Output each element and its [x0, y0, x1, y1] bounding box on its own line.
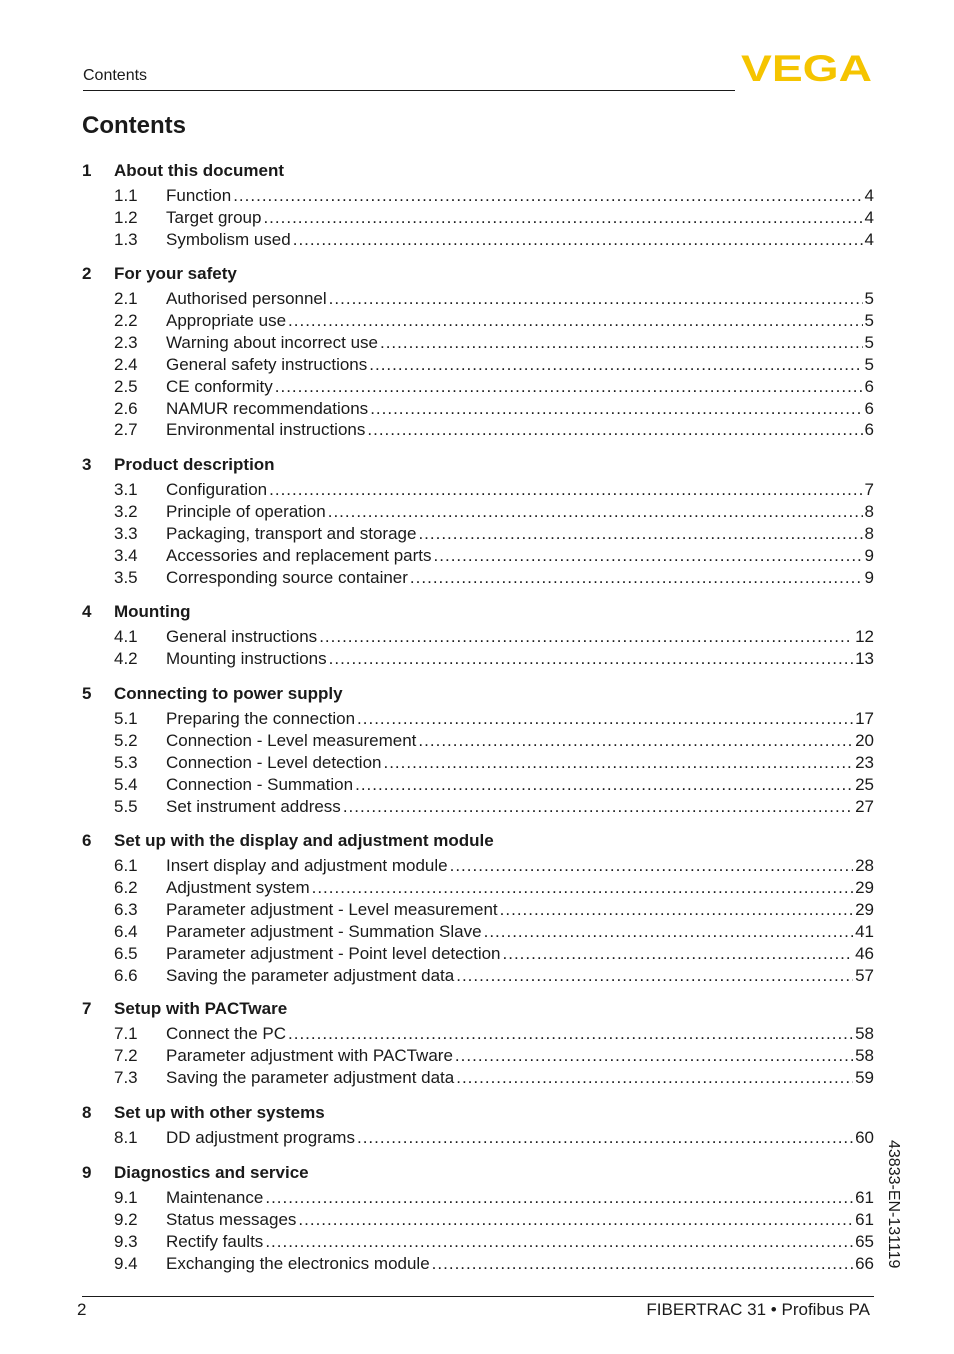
section-number: 5: [82, 684, 92, 703]
entry-number: 1.3: [114, 229, 138, 249]
entry-number: 9.4: [114, 1253, 138, 1273]
entry-page: 61: [855, 1209, 874, 1229]
entry-page: 29: [855, 877, 874, 897]
dot-leader: [329, 648, 853, 670]
dot-leader: [293, 229, 863, 251]
dot-leader: [484, 921, 853, 943]
entry-page: 65: [855, 1231, 874, 1251]
toc-entry[interactable]: [82, 730, 874, 752]
section-number: 1: [82, 161, 92, 180]
dot-leader: [298, 1209, 853, 1231]
section-title: For your safety: [114, 264, 237, 283]
entry-title: Corresponding source container: [166, 567, 408, 587]
entry-number: 5.1: [114, 709, 138, 728]
entry-number: 5.4: [114, 774, 138, 794]
entry-title: Parameter adjustment - Summation Slave: [166, 921, 482, 941]
section-number: 3: [82, 455, 92, 474]
toc-entry[interactable]: [82, 921, 874, 943]
section-title: Mounting: [114, 602, 191, 621]
toc-entry[interactable]: [82, 752, 874, 774]
entry-number: 2.2: [114, 310, 138, 330]
dot-leader: [355, 774, 853, 796]
entry-title: Configuration: [166, 480, 268, 499]
entry-title: Environmental instructions: [166, 420, 366, 440]
entry-title: Mounting instructions: [166, 648, 327, 668]
section-number: 6: [82, 831, 92, 850]
toc-entry[interactable]: [82, 774, 874, 796]
entry-number: 2.1: [114, 289, 138, 308]
dot-leader: [328, 501, 863, 523]
toc-entry[interactable]: [82, 796, 874, 818]
entry-number: 6.6: [114, 965, 138, 985]
entry-title: Preparing the connection: [166, 709, 356, 728]
toc-entry[interactable]: [82, 899, 874, 921]
toc-section-heading[interactable]: [82, 1162, 874, 1184]
toc-entry[interactable]: [82, 1127, 874, 1149]
entry-number: 3.2: [114, 501, 138, 521]
toc-entry[interactable]: [82, 479, 874, 501]
entry-number: 4.2: [114, 648, 138, 668]
entry-title: Warning about incorrect use: [166, 332, 378, 352]
entry-title: Packaging, transport and storage: [166, 523, 417, 543]
entry-number: 2.7: [114, 420, 138, 440]
dot-leader: [383, 752, 853, 774]
toc-entry[interactable]: [82, 1187, 874, 1209]
entry-title: Rectify faults: [166, 1231, 264, 1251]
logo-text: VEGA: [741, 52, 872, 84]
entry-number: 8.1: [114, 1128, 138, 1147]
dot-leader: [275, 376, 863, 398]
entry-title: Principle of operation: [166, 501, 326, 521]
entry-title: Target group: [166, 207, 262, 227]
section-title: Setup with PACTware: [114, 999, 288, 1018]
dot-leader: [329, 288, 863, 310]
entry-title: Maintenance: [166, 1188, 264, 1207]
entry-page: 60: [855, 1128, 874, 1147]
toc-entry[interactable]: [82, 207, 874, 229]
dot-leader: [357, 708, 853, 730]
entry-number: 6.4: [114, 921, 138, 941]
entry-number: 3.4: [114, 545, 138, 565]
entry-page: 4: [864, 186, 874, 205]
entry-page: 13: [855, 648, 874, 668]
footer-product: FIBERTRAC 31 • Profibus PA: [646, 1300, 870, 1319]
entry-page: 8: [864, 523, 874, 543]
entry-number: 1.1: [114, 186, 138, 205]
dot-leader: [418, 730, 853, 752]
dot-leader: [503, 943, 854, 965]
entry-title: Connect the PC: [166, 1024, 287, 1043]
entry-page: 9: [864, 567, 874, 587]
entry-number: 7.1: [114, 1024, 138, 1043]
dot-leader: [450, 855, 853, 877]
entry-number: 7.3: [114, 1067, 138, 1087]
dot-leader: [288, 1023, 853, 1045]
entry-number: 2.4: [114, 354, 138, 374]
toc-entry[interactable]: [82, 229, 874, 251]
entry-title: Accessories and replacement parts: [166, 545, 432, 565]
page-title: Contents: [82, 112, 186, 139]
toc-entry[interactable]: [82, 567, 874, 589]
entry-title: Exchanging the electronics module: [166, 1253, 430, 1273]
entry-number: 6.1: [114, 856, 138, 875]
dot-leader: [367, 419, 862, 441]
entry-number: 2.3: [114, 332, 138, 352]
entry-page: 5: [864, 289, 874, 308]
toc-entry[interactable]: [82, 1067, 874, 1089]
section-number: 2: [82, 264, 92, 283]
entry-page: 8: [864, 501, 874, 521]
dot-leader: [288, 310, 863, 332]
entry-number: 6.5: [114, 943, 138, 963]
entry-number: 5.5: [114, 796, 138, 816]
dot-leader: [265, 1187, 853, 1209]
dot-leader: [432, 1253, 853, 1275]
entry-title: Symbolism used: [166, 229, 291, 249]
toc-entry[interactable]: [82, 877, 874, 899]
section-title: Set up with other systems: [114, 1103, 325, 1122]
toc-entry[interactable]: [82, 419, 874, 441]
section-title: About this document: [114, 161, 284, 180]
entry-title: Parameter adjustment - Level measurement: [166, 899, 498, 919]
entry-page: 46: [855, 943, 874, 963]
entry-page: 6: [864, 420, 874, 440]
dot-leader: [434, 545, 863, 567]
entry-title: Status messages: [166, 1209, 297, 1229]
entry-number: 5.2: [114, 730, 138, 750]
toc-section-heading[interactable]: [82, 830, 874, 852]
entry-page: 59: [855, 1067, 874, 1087]
entry-page: 25: [855, 774, 874, 794]
toc-entry[interactable]: [82, 1023, 874, 1045]
entry-page: 5: [864, 354, 874, 374]
entry-title: CE conformity: [166, 376, 273, 396]
entry-title: Authorised personnel: [166, 289, 327, 308]
entry-page: 66: [855, 1253, 874, 1273]
entry-page: 58: [855, 1024, 874, 1043]
entry-number: 3.3: [114, 523, 138, 543]
toc-section-heading[interactable]: [82, 454, 874, 476]
entry-number: 9.3: [114, 1231, 138, 1251]
entry-title: Insert display and adjustment module: [166, 856, 448, 875]
section-title: Connecting to power supply: [114, 684, 343, 703]
toc-section-heading[interactable]: [82, 160, 874, 182]
entry-page: 5: [864, 332, 874, 352]
toc-entry[interactable]: [82, 310, 874, 332]
entry-title: Connection - Level measurement: [166, 730, 417, 750]
toc-entry[interactable]: [82, 523, 874, 545]
toc-section-heading[interactable]: [82, 683, 874, 705]
dot-leader: [263, 207, 862, 229]
toc-entry[interactable]: [82, 1231, 874, 1253]
dot-leader: [319, 626, 853, 648]
entry-title: Saving the parameter adjustment data: [166, 965, 455, 985]
entry-page: 58: [855, 1045, 874, 1065]
dot-leader: [369, 354, 862, 376]
entry-number: 3.5: [114, 567, 138, 587]
dot-leader: [380, 332, 863, 354]
toc-entry[interactable]: [82, 376, 874, 398]
entry-number: 7.2: [114, 1045, 138, 1065]
entry-number: 2.5: [114, 376, 138, 396]
entry-page: 29: [855, 899, 874, 919]
entry-page: 20: [855, 730, 874, 750]
entry-number: 5.3: [114, 752, 138, 772]
toc-entry[interactable]: [82, 1209, 874, 1231]
entry-title: Connection - Level detection: [166, 752, 382, 772]
toc-entry[interactable]: [82, 545, 874, 567]
dot-leader: [265, 1231, 853, 1253]
entry-title: Appropriate use: [166, 310, 287, 330]
toc-entry[interactable]: [82, 185, 874, 207]
dot-leader: [269, 479, 862, 501]
section-title: Set up with the display and adjustment module: [114, 831, 494, 850]
entry-title: NAMUR recommendations: [166, 398, 369, 418]
toc-section-heading[interactable]: [82, 263, 874, 285]
footer-rule: [82, 1296, 874, 1297]
dot-leader: [418, 523, 862, 545]
entry-title: Parameter adjustment - Point level detection: [166, 943, 501, 963]
entry-page: 7: [864, 480, 874, 499]
dot-leader: [370, 398, 862, 420]
section-number: 4: [82, 602, 92, 621]
toc-entry[interactable]: [82, 626, 874, 648]
toc-entry[interactable]: [82, 943, 874, 965]
entry-title: Saving the parameter adjustment data: [166, 1067, 455, 1087]
entry-number: 1.2: [114, 207, 138, 227]
toc-entry[interactable]: [82, 1045, 874, 1067]
entry-page: 41: [855, 921, 874, 941]
document-code: 43833-EN-131119: [885, 1140, 902, 1269]
entry-number: 9.1: [114, 1188, 138, 1207]
section-number: 8: [82, 1103, 92, 1122]
entry-title: Set instrument address: [166, 796, 341, 816]
toc-section-heading[interactable]: [82, 601, 874, 623]
entry-number: 4.1: [114, 627, 138, 646]
entry-number: 6.2: [114, 877, 138, 897]
entry-title: Adjustment system: [166, 877, 310, 897]
header-label: Contents: [83, 67, 148, 84]
entry-number: 6.3: [114, 899, 138, 919]
entry-number: 3.1: [114, 480, 138, 499]
entry-page: 4: [864, 207, 874, 227]
entry-page: 27: [855, 796, 874, 816]
toc-entry[interactable]: [82, 354, 874, 376]
entry-page: 57: [855, 965, 874, 985]
toc-entry[interactable]: [82, 501, 874, 523]
dot-leader: [410, 567, 863, 589]
section-number: 9: [82, 1163, 92, 1182]
dot-leader: [343, 796, 853, 818]
footer-page-number: 2: [77, 1300, 87, 1319]
entry-page: 6: [864, 398, 874, 418]
entry-page: 6: [864, 376, 874, 396]
dot-leader: [357, 1127, 853, 1149]
entry-number: 9.2: [114, 1209, 138, 1229]
toc-entry[interactable]: [82, 398, 874, 420]
entry-title: Connection - Summation: [166, 774, 354, 794]
entry-page: 12: [855, 627, 874, 646]
entry-title: Parameter adjustment with PACTware: [166, 1045, 453, 1065]
dot-leader: [455, 1045, 853, 1067]
entry-page: 17: [855, 709, 874, 728]
toc-entry[interactable]: [82, 332, 874, 354]
toc-entry[interactable]: [82, 855, 874, 877]
entry-title: General instructions: [166, 627, 318, 646]
section-title: Product description: [114, 455, 275, 474]
dot-leader: [312, 877, 853, 899]
entry-page: 9: [864, 545, 874, 565]
entry-page: 23: [855, 752, 874, 772]
toc-entry[interactable]: [82, 288, 874, 310]
toc-entry[interactable]: [82, 648, 874, 670]
entry-title: DD adjustment programs: [166, 1128, 355, 1147]
entry-page: 28: [855, 856, 874, 875]
dot-leader: [233, 185, 862, 207]
entry-page: 5: [864, 310, 874, 330]
entry-title: General safety instructions: [166, 354, 368, 374]
dot-leader: [456, 1067, 853, 1089]
toc-section-heading[interactable]: [82, 998, 874, 1020]
vega-logo: [741, 52, 872, 84]
entry-page: 61: [855, 1188, 874, 1207]
entry-title: Function: [166, 186, 232, 205]
header-rule: [83, 90, 735, 91]
dot-leader: [456, 965, 853, 987]
entry-page: 4: [864, 229, 874, 249]
dot-leader: [500, 899, 853, 921]
toc-section-heading[interactable]: [82, 1102, 874, 1124]
section-number: 7: [82, 999, 92, 1018]
toc-entry[interactable]: [82, 965, 874, 987]
toc-entry[interactable]: [82, 1253, 874, 1275]
section-title: Diagnostics and service: [114, 1163, 309, 1182]
toc-entry[interactable]: [82, 708, 874, 730]
entry-number: 2.6: [114, 398, 138, 418]
